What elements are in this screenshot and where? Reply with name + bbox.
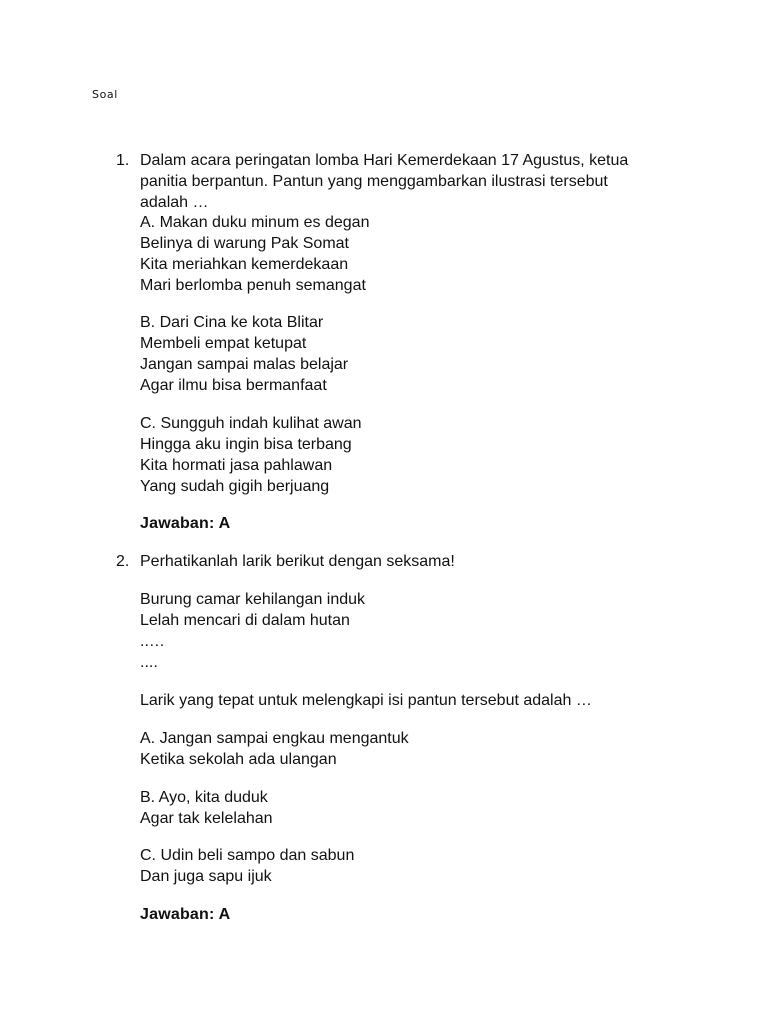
question-2-option-c-line-1: C. Udin beli sampo dan sabun <box>140 847 355 864</box>
question-1-number: 1. <box>116 152 130 169</box>
question-1-prompt-line-2: panitia berpantun. Pantun yang menggambarkan ilustrasi tersebut <box>140 173 608 190</box>
question-1-answer: Jawaban: A <box>140 515 231 532</box>
question-1-option-c <box>140 413 362 497</box>
question-1-option-c-line-4: Yang sudah gigih berjuang <box>140 478 330 495</box>
question-2-option-b <box>140 787 273 829</box>
question-2-option-c <box>140 845 354 887</box>
question-2-prompt <box>140 551 455 572</box>
question-2-verse-line-4: .... <box>140 654 158 671</box>
question-1-option-b <box>140 312 348 396</box>
question-2-instruction: Larik yang tepat untuk melengkapi isi pantun tersebut adalah … <box>140 692 592 709</box>
question-2-option-b-line-2: Agar tak kelelahan <box>140 810 273 827</box>
question-2-option-b-line-1: B. Ayo, kita duduk <box>140 789 268 806</box>
question-1-option-a-line-3: Kita meriahkan kemerdekaan <box>140 256 349 273</box>
question-1-prompt-line-1: Dalam acara peringatan lomba Hari Kemerdekaan 17 Agustus, ketua <box>140 152 629 169</box>
question-2-verse <box>140 589 365 673</box>
question-2-verse-line-3: ..… <box>140 633 165 650</box>
question-2-option-a-line-2: Ketika sekolah ada ulangan <box>140 751 337 768</box>
question-1-option-b-line-2: Membeli empat ketupat <box>140 335 307 352</box>
question-2-answer: Jawaban: A <box>140 906 231 923</box>
question-1-option-b-line-1: B. Dari Cina ke kota Blitar <box>140 314 324 331</box>
question-1-option-a <box>140 212 369 296</box>
question-2-verse-line-1: Burung camar kehilangan induk <box>140 591 366 608</box>
question-2-number: 2. <box>116 553 130 570</box>
question-1-option-a-line-1: A. Makan duku minum es degan <box>140 214 370 231</box>
document-title: Soal <box>92 88 118 101</box>
question-2-option-a-line-1: A. Jangan sampai engkau mengantuk <box>140 730 409 747</box>
question-2-option-c-line-2: Dan juga sapu ijuk <box>140 868 272 885</box>
question-1-prompt-line-3: adalah … <box>140 194 209 211</box>
question-1-option-c-line-3: Kita hormati jasa pahlawan <box>140 457 333 474</box>
question-1-option-b-line-4: Agar ilmu bisa bermanfaat <box>140 377 327 394</box>
question-1-option-a-line-2: Belinya di warung Pak Somat <box>140 235 349 252</box>
question-2-prompt-line-1: Perhatikanlah larik berikut dengan seksama! <box>140 553 455 570</box>
question-1-option-a-line-4: Mari berlomba penuh semangat <box>140 277 366 294</box>
question-2-verse-line-2: Lelah mencari di dalam hutan <box>140 612 350 629</box>
question-2-option-a <box>140 728 409 770</box>
question-1-option-c-line-2: Hingga aku ingin bisa terbang <box>140 436 352 453</box>
question-1-option-c-line-1: C. Sungguh indah kulihat awan <box>140 415 362 432</box>
question-1-prompt <box>140 150 628 213</box>
question-1-option-b-line-3: Jangan sampai malas belajar <box>140 356 349 373</box>
